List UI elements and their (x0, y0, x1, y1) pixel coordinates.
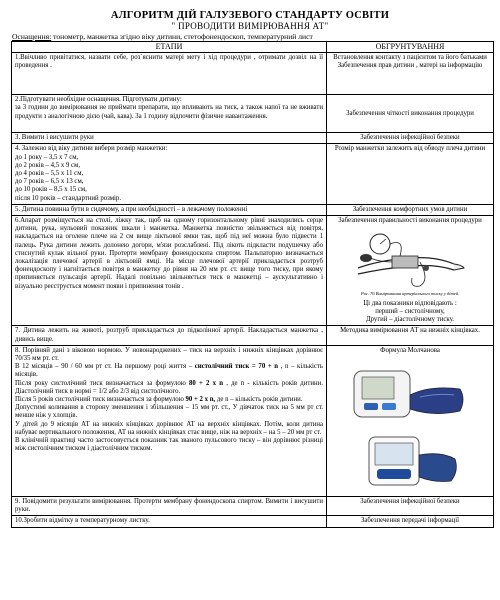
norm-paragraph (15, 380, 323, 396)
table-row (12, 204, 494, 215)
reason-cell-5: Забезпечення комфортних умов дитини (327, 204, 494, 215)
stage-text: 4. Залежно від віку дитини вибери розмір манжетки: (15, 145, 168, 153)
equipment-line (12, 32, 313, 41)
norm-paragraph: У дітей до 9 місяців АТ на нижніх кінцівках дорівнює АТ на верхніх кінцівках. Потім, коли дитина набуває вертикального положення, АТ на нижніх кінцівках стає вище, ніж на верхніх – на 5 – 20 мм рт ст. (15, 420, 323, 436)
stage-cell-1: 1.Ввічливо привітатися, назвати себе, роз`яснити матері мету і хід процедури , отримати дозвіл на її проведення . (12, 53, 327, 95)
document-title: АЛГОРИТМ ДІЙ ГАЛУЗЕВОГО СТАНДАРТУ ОСВІТИ (110, 10, 390, 21)
digital-bp-monitor-image (355, 433, 465, 489)
reason-cell-10: Забезпечення передачі інформації (327, 516, 494, 527)
norm-paragraph: 8. Порівняй дані з віковою нормою. У новонароджених – тиск на верхніх і нижніх кінцівках дорівнює 70/35 мм рт. ст. (15, 346, 323, 362)
values-first: перший – систолічному, (375, 307, 445, 315)
stage-cell-10: 10.Зробити відмітку в температурному листку. (12, 516, 327, 527)
reason-cell-9: Забезпечення інфекційної безпеки (327, 496, 494, 515)
cuff-size-item: після 10 років – стандартний розмір. (15, 194, 122, 202)
equipment-text: тонометр, манжетка згідно віку дитини, стетофонендоскоп, температурний лист (51, 32, 313, 41)
table-row (12, 133, 494, 144)
reason-cell-8 (327, 345, 494, 496)
formula-bold: 90 + 2 х n, (185, 395, 216, 403)
text-span: , де n - кількість років дитини. Діастолічний тиск в нормі = 1/2 або 2/3 від систолічного. (15, 379, 323, 395)
norm-paragraph (15, 396, 323, 404)
table-row (12, 345, 494, 496)
table-row (12, 496, 494, 515)
norm-paragraph: В клінічній практиці часто застосовується показник так званого пульсового тиску – він дорівнює різниці між систолічним тиском і діастолічним тиском. (15, 436, 323, 453)
formula-bold: 80 + 2 х n (189, 379, 223, 387)
stage-cell-9: 9. Повідомити результати вимірювання. Протерти мембрану фонендоскопа спиртом. Вимити і висушити руки. (12, 496, 327, 515)
reason-text: Формула Молчанова (380, 346, 440, 354)
cuff-size-item: до 2 років – 4,5 х 9 см, (15, 161, 81, 169)
algorithm-table (11, 41, 494, 528)
reason-cell-4: Розмір манжетки залежить від обводу плеча дитини (327, 144, 494, 204)
digital-bp-monitor-image (350, 365, 470, 423)
reason-cell-1 (327, 53, 494, 95)
header-stages: ЕТАПИ (12, 42, 327, 53)
norm-paragraph: Допустимі коливання в сторону зменшення і збільшення – 15 мм рт. ст., У дівчаток тиск на 5 мм рт ст. менше ніж у хлопців. (15, 404, 323, 420)
text-span: Після року систолічний тиск визначається за формулою (15, 379, 189, 387)
reason-cell-3: Забезпечення інфекційної безпеки (327, 133, 494, 144)
reason-text: Забезпечення правильності виконання процедури (338, 217, 482, 225)
document-subtitle: " ПРОВОДИТИ ВИМІРЮВАННЯ АТ" (171, 21, 329, 31)
table-row (12, 144, 494, 204)
stage-text: за 3 години до вимірювання не приймати препарати, що впливають на тиск, а також напої та не вживати продукти з аналогічною дією (чай, кава). За 1 годину відпочити фізичне навантаження. (15, 104, 323, 120)
equipment-label: Оснащення: (12, 32, 52, 41)
formula-bold: систолічний тиск = 70 + n (194, 363, 279, 371)
text-span: де n – кількість років дитини. (215, 395, 303, 403)
stage-cell-4 (12, 144, 327, 204)
values-title: Ці два показники відповідають : (363, 299, 457, 307)
blood-pressure-illustration (350, 228, 470, 290)
table-row (12, 53, 494, 95)
table-row (12, 326, 494, 345)
cuff-size-item: до 7 років – 6,5 х 13 см, (15, 178, 84, 186)
stage-cell-5: 5. Дитина повинна бути в сидячому, а при необхідності – в лежачому положенні (12, 204, 327, 215)
cuff-size-item: до 1 року – 3,5 х 7 см, (15, 153, 79, 161)
reason-text: Забезпечення прав дитини , матері на інформацію (337, 62, 483, 70)
header-reasoning: ОБГРУНТУВАННЯ (327, 42, 494, 53)
table-row (12, 95, 494, 133)
reason-cell-6 (327, 216, 494, 326)
stage-cell-3: 3. Вимити і висушити руки (12, 133, 327, 144)
stage-cell-8 (12, 345, 327, 496)
text-span: В 12 місяців – 90 / 60 мм рт ст. На першому році життя – (15, 363, 193, 371)
table-row (12, 516, 494, 527)
table-row (12, 216, 494, 326)
reason-cell-7: Методика вимірювання АТ на нижніх кінцівках. (327, 326, 494, 345)
stage-cell-7: 7. Дитина лежить на животі, розтруб прикладається до підколінної артерії. Накладається манжетка , дивись вище. (12, 326, 327, 345)
cuff-size-item: до 4 років – 5,5 х 11 см, (15, 170, 84, 178)
stage-cell-2 (12, 95, 327, 133)
values-second: Другий – діастолічному тиску. (365, 316, 455, 324)
norm-paragraph (15, 363, 323, 379)
stage-text: 2.Підготувати необхідне оснащення. Підготувати дитину: (15, 96, 182, 104)
reason-text: Встановлення контакту з пацієнтом та його батьками (333, 54, 487, 62)
text-span: Після 5 років систолічний тиск визначається за формулою (15, 395, 186, 403)
stage-cell-6: 6.Апарат розміщується на столі, ліжку так, щоб на одному горизонтальному рівні знаходились серце дитини, рука, нульовий показник шкали і манжетка. Манжетка повністю звільняється від повітря, накладається на оголене плече на 2 см вище ліктьової ямки так, щоб під неї можна було підвести 1 палець. Рука дитини лежить долонею догори, м'язи розслаблені. Під лікоть підкласти подушечку або стиснутий кулак вільної руки. Протерти мембрану фонендоскопа спиртом. Пальпаторно визначається локалізація плечової артерії в ліктьовій ямці. На місце плечової артерії прикладається розтруб фонендоскопу і нагнітається повітря в манжетку до рівня на 20 мм рт. ст. вище того тиску, при якому припиняється пульсація артерії. Надалі повільно звільняється тиск в манжетці – аускультативно і візуально реєструється момент появи і припинення тонів . (12, 216, 327, 326)
cuff-size-item: до 10 років – 8,5 х 15 см, (15, 186, 87, 194)
figure-caption: Рис. 76 Вимірювання артеріального тиску у дітей. (360, 291, 460, 297)
reason-cell-2: Забезпечення чіткості виконання процедури (327, 95, 494, 133)
text-span: , n – кількість місяців. (15, 363, 323, 379)
table-header-row (12, 42, 494, 53)
